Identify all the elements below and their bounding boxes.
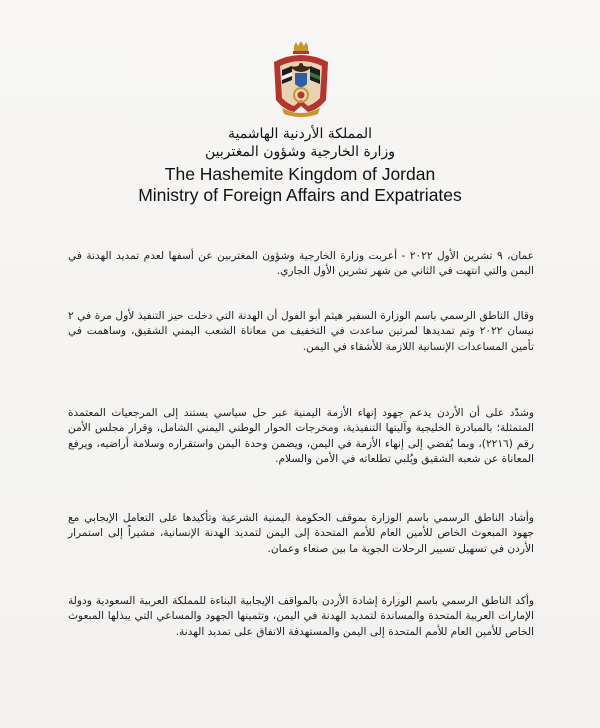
paragraph-4: وأشاد الناطق الرسمي باسم الوزارة بموقف الحكومة اليمنية الشرعية وتأكيدها على التعامل الإيجابي مع جهود المبعوث الخاص للأمين العام للأمم المتحدة إلى اليمن لتمديد الهدنة الإنسانية، مشيراً إلى استمرار الأردن في تسهيل تسيير الرحلات الجوية ما بين صنعاء وعمان. <box>68 511 534 555</box>
header-english-kingdom: The Hashemite Kingdom of Jordan <box>164 164 436 184</box>
coat-of-arms-of-jordan-icon <box>268 40 334 120</box>
header-arabic-ministry: وزارة الخارجية وشؤون المغتربين <box>205 144 395 160</box>
paragraph-5: وأكد الناطق الرسمي باسم الوزارة إشادة الأردن بالمواقف الإيجابية البناءة للمملكة العربية السعودية ودولة الإمارات العربية المتحدة والمساندة لتمديد الهدنة في اليمن، وتثمينها الجهود والمساعي التي يبذلها المبعوث الخاص للأمين العام للأمم المتحدة إلى اليمن والمستهدفة الاتفاق على تمديد الهدنة. <box>68 594 534 638</box>
paragraph-1: عمان، ٩ تشرين الأول ٢٠٢٢ - أعربت وزارة الخارجية وشؤون المغتربين عن أسفها لعدم تمديد الهدنة في اليمن والتي انتهت في الثاني من شهر تشرين الأول الجاري. <box>68 249 534 278</box>
header-english-ministry: Ministry of Foreign Affairs and Expatriates <box>138 185 462 205</box>
paragraph-3: وشدّد على أن الأردن يدعم جهود إنهاء الأزمة اليمنية عبر حل سياسي يستند إلى المرجعيات المعتمدة المتمثلة؛ بالمبادرة الخليجية وآليتها التنفيذية، ومخرجات الحوار الوطني اليمني الشامل، وقرار مجلس الأمن رقم (٢٢١٦)، وبما يُفضي إلى إنهاء الأزمة في اليمن، ويضمن وحدة اليمن واستقراره وسلامة أراضيه، ويرفع المعاناة عن شعبه الشقيق ويُلبي تطلعاته في الأمن والسلام. <box>68 406 534 466</box>
header-arabic-kingdom: المملكة الأردنية الهاشمية <box>227 126 373 142</box>
paragraph-2: وقال الناطق الرسمي باسم الوزارة السفير هيثم أبو الفول أن الهدنة التي دخلت حيز التنفيذ لأول مرة في ٢ نيسان ٢٠٢٢ وتم تمديدها لمرتين ساعدت في التخفيف من معاناة الشعب اليمني الشقيق، وساهمت في تأمين المساعدات الإنسانية اللازمة للأشقاء في اليمن. <box>68 309 534 353</box>
